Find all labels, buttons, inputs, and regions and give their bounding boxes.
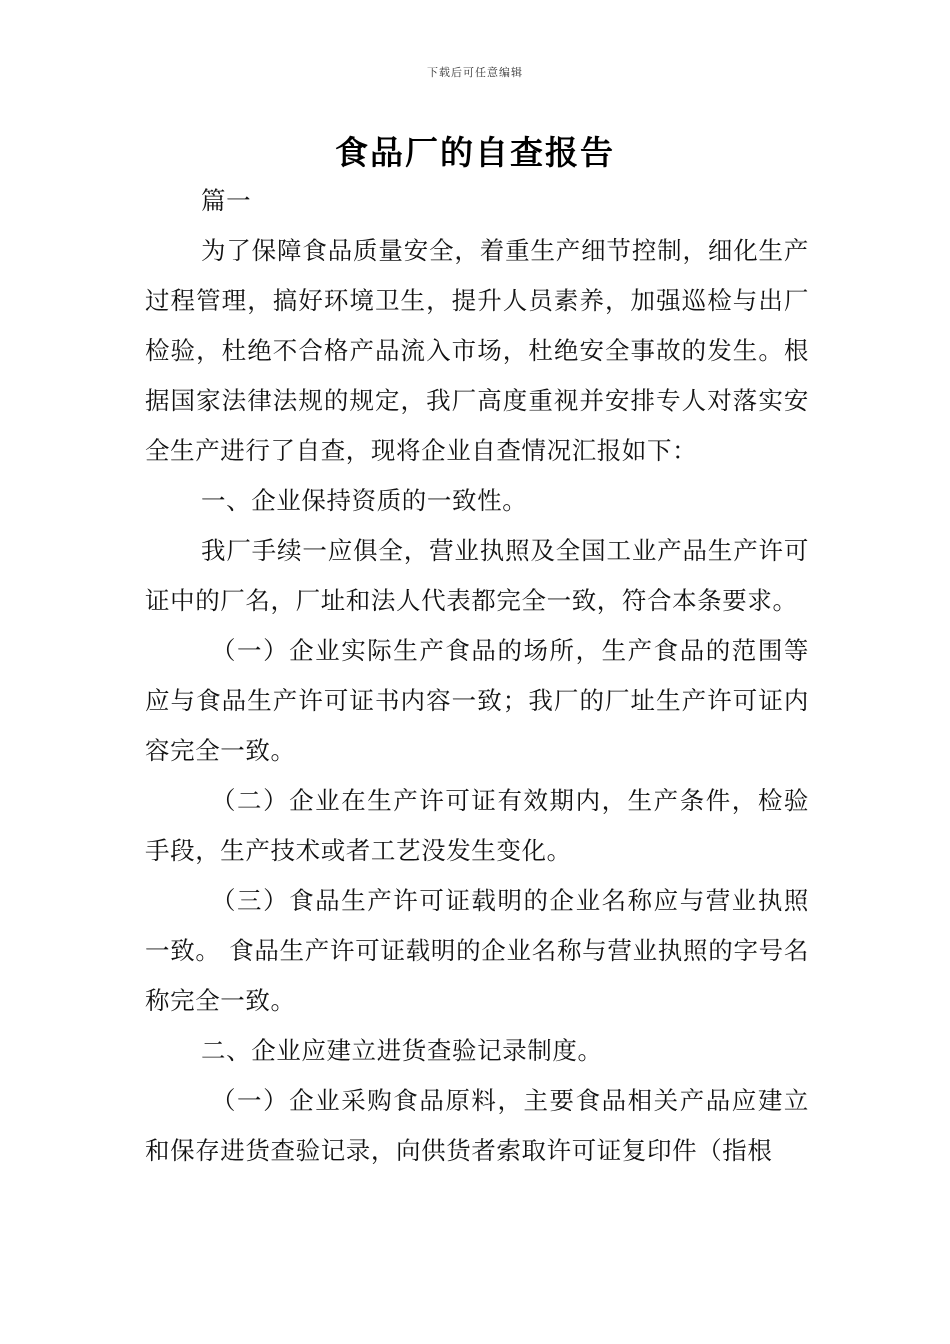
- header-note: 下载后可任意编辑: [427, 66, 523, 79]
- document-body: [145, 176, 809, 1176]
- paragraph-qualification: 我厂手续一应俱全，营业执照及全国工业产品生产许可证中的厂名，厂址和法人代表都完全一致，符合本条要求。: [145, 536, 809, 615]
- section-heading-1: 一、企业保持资质的一致性。: [201, 486, 528, 515]
- paragraph-item-1-3: （三）食品生产许可证载明的企业名称应与营业执照一致。 食品生产许可证载明的企业名称与营业执照的字号名称完全一致。: [145, 886, 809, 1015]
- section-label: 篇一: [201, 186, 252, 215]
- paragraph-item-1-2: （二）企业在生产许可证有效期内，生产条件，检验手段，生产技术或者工艺没发生变化。: [145, 786, 809, 865]
- intro-paragraph: 为了保障食品质量安全，着重生产细节控制，细化生产过程管理，搞好环境卫生，提升人员素养，加强巡检与出厂检验，杜绝不合格产品流入市场，杜绝安全事故的发生。根据国家法律法规的规定，我厂高度重视并安排专人对落实安全生产进行了自查，现将企业自查情况汇报如下：: [145, 236, 809, 465]
- section-heading-2: 二、企业应建立进货查验记录制度。: [201, 1036, 603, 1065]
- paragraph-item-2-1: （一）企业采购食品原料，主要食品相关产品应建立和保存进货查验记录，向供货者索取许可证复印件（指根: [145, 1086, 809, 1165]
- document-title: 食品厂的自查报告: [335, 133, 615, 172]
- paragraph-item-1-1: （一）企业实际生产食品的场所，生产食品的范围等应与食品生产许可证书内容一致；我厂的厂址生产许可证内容完全一致。: [145, 636, 809, 765]
